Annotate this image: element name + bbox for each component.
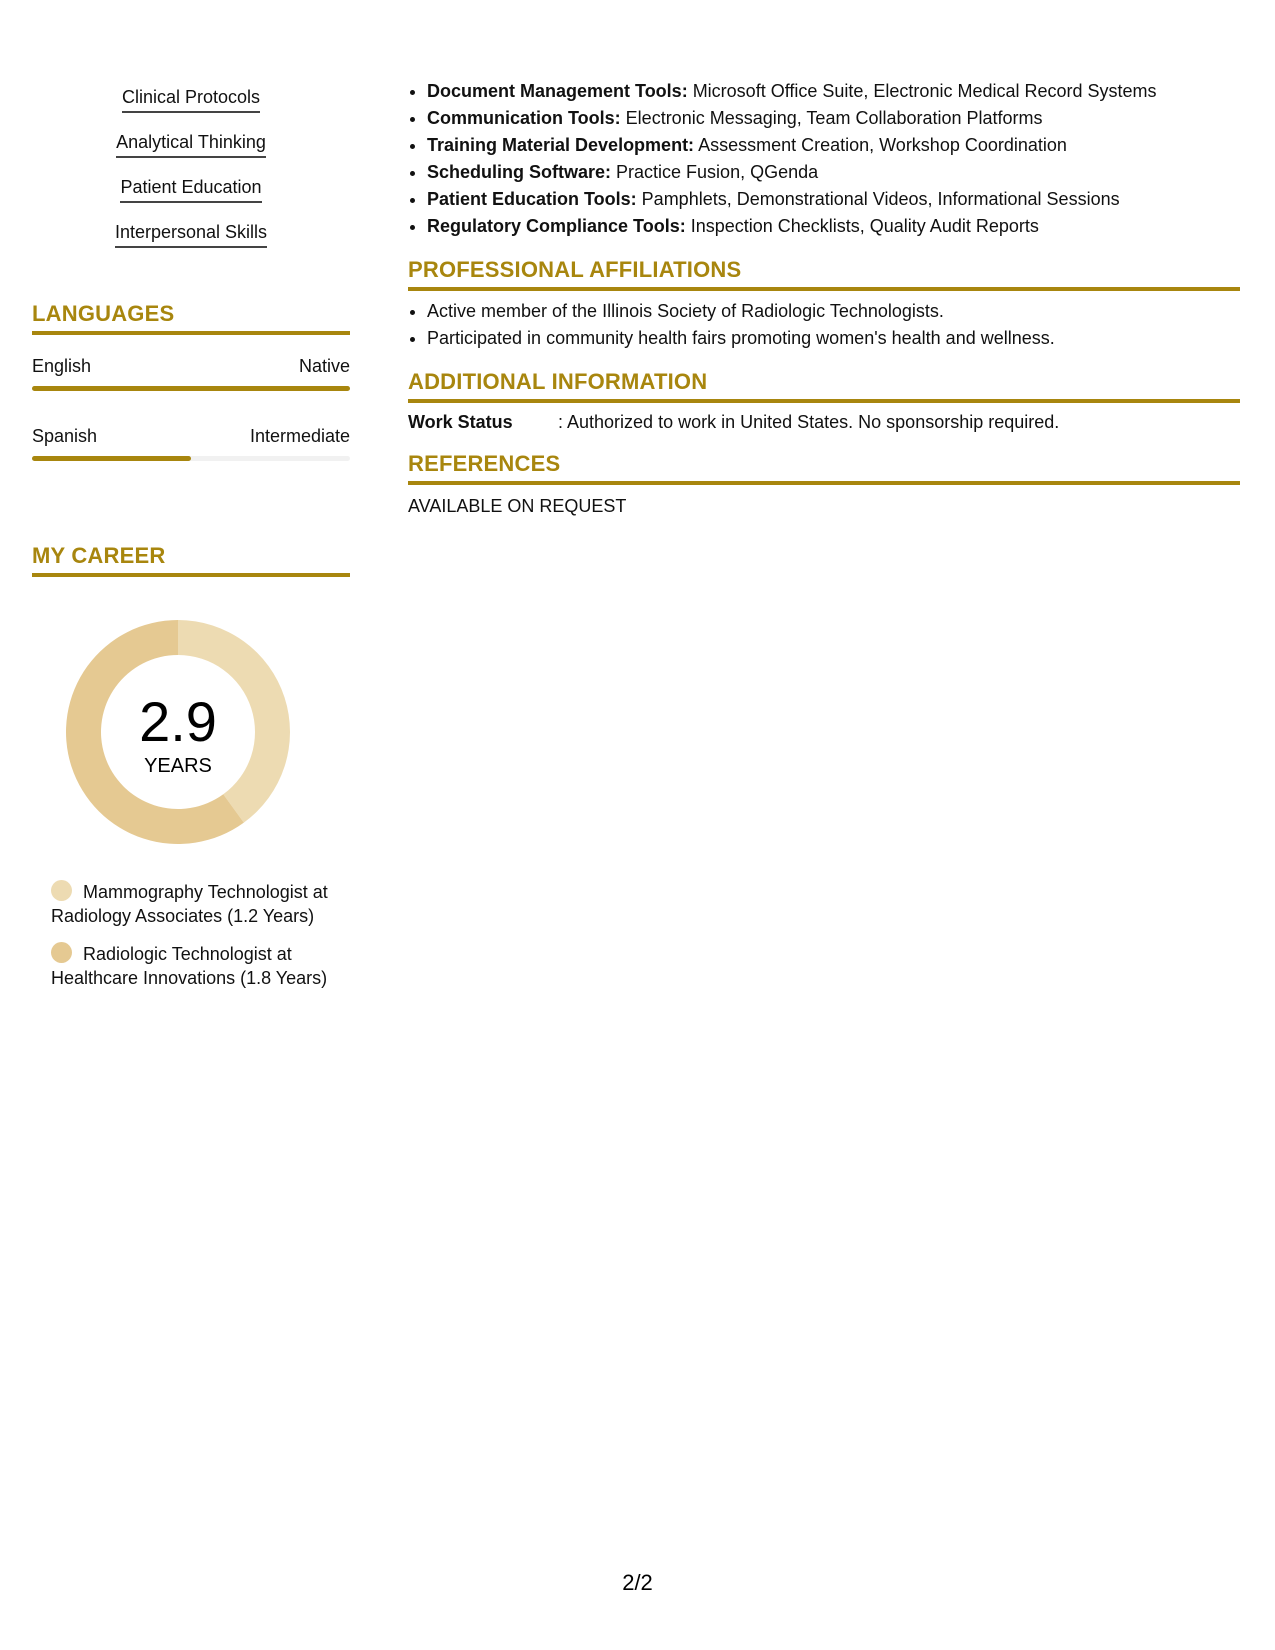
tool-label: Document Management Tools: bbox=[427, 81, 688, 101]
language-proficiency-fill bbox=[32, 456, 191, 461]
affiliation-item: • Participated in community health fairs promoting women's health and wellness. bbox=[427, 325, 1240, 352]
tools-list bbox=[408, 78, 1240, 240]
language-name: Spanish bbox=[32, 426, 98, 446]
skill-label: Clinical Protocols bbox=[122, 86, 260, 113]
tools-section bbox=[408, 78, 1240, 240]
tool-text: Assessment Creation, Workshop Coordination bbox=[694, 135, 1067, 155]
skill-item bbox=[32, 86, 350, 131]
career-donut-chart bbox=[66, 620, 290, 844]
affiliations-heading: PROFESSIONAL AFFILIATIONS bbox=[408, 257, 1240, 291]
legend-item bbox=[51, 880, 331, 928]
career-legend bbox=[51, 880, 331, 1004]
tool-text: Inspection Checklists, Quality Audit Reports bbox=[685, 216, 1039, 236]
work-status-value: : Authorized to work in United States. No sponsorship required. bbox=[558, 412, 1060, 432]
languages-heading: LANGUAGES bbox=[32, 301, 350, 335]
language-name: English bbox=[32, 356, 92, 376]
page-number: 2/2 bbox=[622, 1570, 653, 1595]
tool-text: Pamphlets, Demonstrational Videos, Informational Sessions bbox=[636, 189, 1120, 209]
tool-label: Regulatory Compliance Tools: bbox=[427, 216, 686, 236]
work-status-label: Work Status bbox=[408, 412, 513, 432]
tool-label: Communication Tools: bbox=[427, 108, 621, 128]
tool-item bbox=[427, 213, 1240, 240]
language-row-spanish bbox=[32, 425, 350, 461]
skill-label: Analytical Thinking bbox=[116, 131, 266, 158]
tool-item bbox=[427, 105, 1240, 132]
skill-item bbox=[32, 131, 350, 176]
work-status-row bbox=[408, 410, 1240, 434]
tool-label: Patient Education Tools: bbox=[427, 189, 637, 209]
language-level: Intermediate bbox=[249, 426, 350, 446]
skill-label: Patient Education bbox=[120, 176, 261, 203]
references-heading: REFERENCES bbox=[408, 451, 1240, 485]
language-level: Native bbox=[298, 356, 350, 376]
tool-label: Training Material Development: bbox=[427, 135, 695, 155]
tool-item bbox=[427, 78, 1240, 105]
donut-center bbox=[66, 620, 290, 844]
skills-list bbox=[32, 86, 350, 266]
language-proficiency-bar bbox=[32, 456, 350, 461]
references-text: AVAILABLE ON REQUEST bbox=[408, 496, 627, 516]
tool-item bbox=[427, 159, 1240, 186]
tool-label: Scheduling Software: bbox=[427, 162, 612, 182]
legend-label: Radiologic Technologist at Healthcare Innovations (1.8 Years) bbox=[51, 944, 328, 988]
affiliation-item: • Active member of the Illinois Society of Radiologic Technologists. bbox=[427, 298, 1240, 325]
tool-item bbox=[427, 186, 1240, 213]
tool-text: Electronic Messaging, Team Collaboration Platforms bbox=[620, 108, 1043, 128]
tool-text: Microsoft Office Suite, Electronic Medical Record Systems bbox=[687, 81, 1157, 101]
tool-item bbox=[427, 132, 1240, 159]
skill-item bbox=[32, 221, 350, 266]
career-heading: MY CAREER bbox=[32, 543, 350, 577]
affiliations-section bbox=[408, 298, 1240, 352]
skill-label: Interpersonal Skills bbox=[115, 221, 267, 248]
language-proficiency-fill bbox=[32, 386, 350, 391]
additional-info-heading: ADDITIONAL INFORMATION bbox=[408, 369, 1240, 403]
legend-label: Mammography Technologist at Radiology Associates (1.2 Years) bbox=[51, 882, 328, 926]
legend-item bbox=[51, 942, 331, 990]
language-proficiency-bar bbox=[32, 386, 350, 391]
affiliations-list bbox=[408, 298, 1240, 352]
skill-item bbox=[32, 176, 350, 221]
tool-text: Practice Fusion, QGenda bbox=[611, 162, 819, 182]
legend-dot bbox=[51, 942, 72, 963]
career-total-years: 2.9 bbox=[139, 690, 217, 753]
career-years-unit: YEARS bbox=[144, 755, 212, 777]
legend-dot bbox=[51, 880, 72, 901]
language-row-english bbox=[32, 355, 350, 391]
